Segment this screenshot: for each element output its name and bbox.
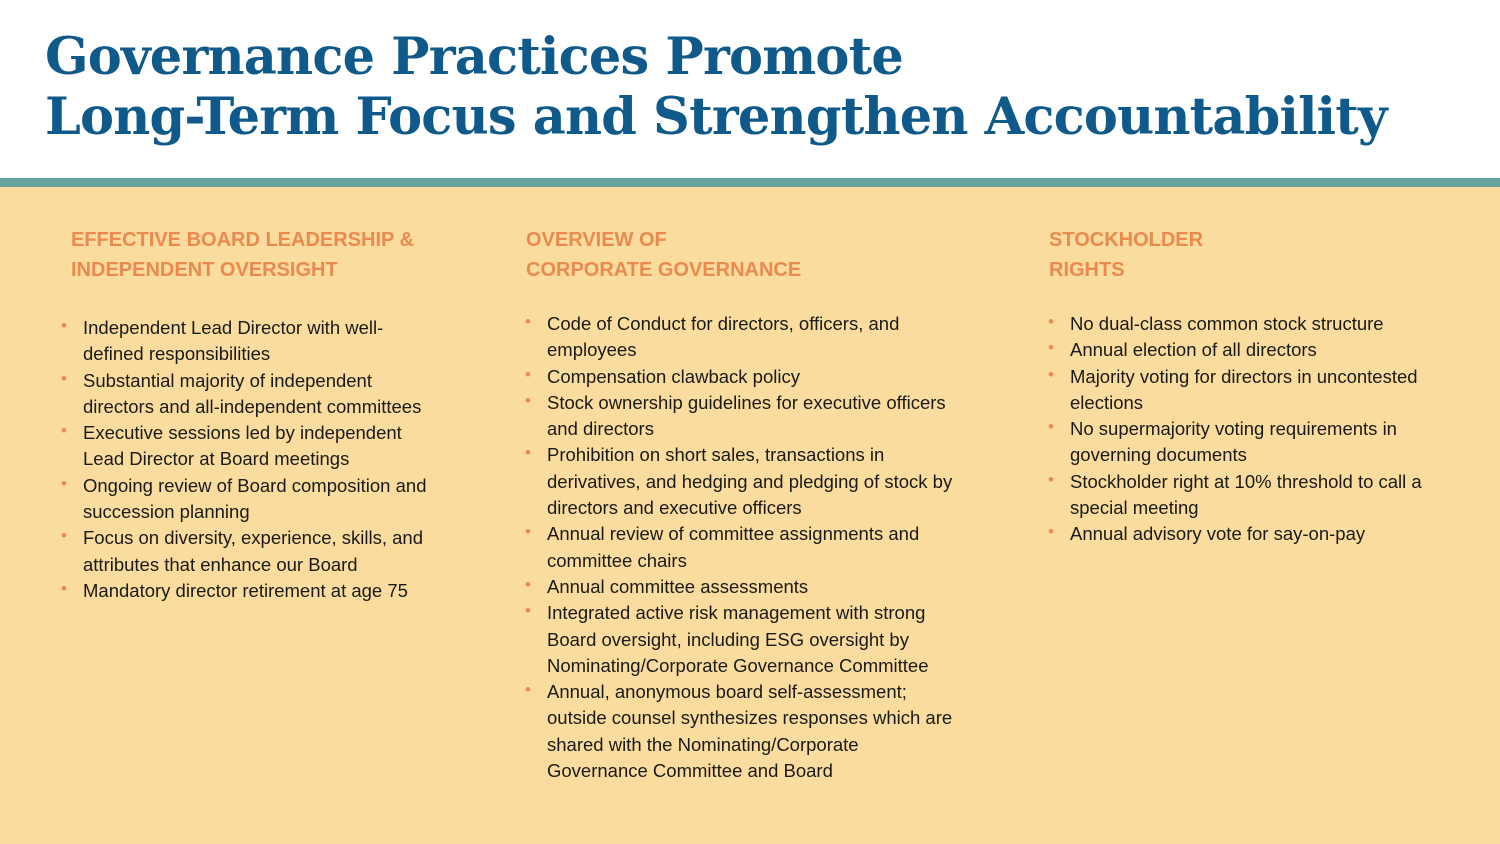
column-heading-line-2: RIGHTS bbox=[1049, 259, 1125, 281]
column-heading-line-1: OVERVIEW OF bbox=[526, 229, 667, 251]
column-heading bbox=[526, 225, 801, 285]
list-item: • Annual, anonymous board self-assessment; outside counsel synthesizes responses which are shared with the Nominating/Corporate Governance Committee and Board bbox=[524, 679, 964, 784]
list-item: • Annual committee assessments bbox=[524, 574, 964, 600]
list-item: • Annual election of all directors bbox=[1047, 337, 1427, 363]
list-item: • Majority voting for directors in uncontested elections bbox=[1047, 364, 1427, 417]
column-heading bbox=[1049, 225, 1203, 285]
header-divider bbox=[0, 178, 1500, 187]
title-line-1: Governance Practices Promote bbox=[45, 27, 904, 87]
title-line-2: Long-Term Focus and Strengthen Accountability bbox=[45, 87, 1387, 147]
column-heading-line-2: INDEPENDENT OVERSIGHT bbox=[71, 259, 338, 281]
list-item: • Focus on diversity, experience, skills, and attributes that enhance our Board bbox=[60, 525, 440, 578]
list-item: • Annual advisory vote for say-on-pay bbox=[1047, 521, 1427, 547]
content-panel bbox=[0, 187, 1500, 844]
slide-header bbox=[0, 0, 1500, 178]
slide-title bbox=[45, 27, 1387, 147]
list-item: • Stock ownership guidelines for executive officers and directors bbox=[524, 390, 964, 443]
list-item: • Mandatory director retirement at age 75 bbox=[60, 578, 440, 604]
list-item: • Ongoing review of Board composition and succession planning bbox=[60, 473, 440, 526]
list-item: • Stockholder right at 10% threshold to call a special meeting bbox=[1047, 469, 1427, 522]
list-item: • Substantial majority of independent directors and all-independent committees bbox=[60, 368, 440, 421]
column-heading-line-1: STOCKHOLDER bbox=[1049, 229, 1204, 251]
column-heading-line-1: EFFECTIVE BOARD LEADERSHIP & bbox=[71, 229, 414, 251]
bullet-list bbox=[1047, 311, 1427, 548]
list-item: • Prohibition on short sales, transactions in derivatives, and hedging and pledging of stock by directors and executive officers bbox=[524, 442, 964, 521]
list-item: • Independent Lead Director with well-defined responsibilities bbox=[60, 315, 440, 368]
list-item: • No supermajority voting requirements in governing documents bbox=[1047, 416, 1427, 469]
list-item: • Compensation clawback policy bbox=[524, 364, 964, 390]
column-heading-line-2: CORPORATE GOVERNANCE bbox=[526, 259, 802, 281]
bullet-list bbox=[524, 311, 964, 784]
bullet-list bbox=[60, 315, 440, 604]
list-item: • Annual review of committee assignments and committee chairs bbox=[524, 521, 964, 574]
list-item: • Integrated active risk management with strong Board oversight, including ESG oversight by Nominating/Corporate Governance Committee bbox=[524, 600, 964, 679]
list-item: • Executive sessions led by independent Lead Director at Board meetings bbox=[60, 420, 440, 473]
list-item: • No dual-class common stock structure bbox=[1047, 311, 1427, 337]
list-item: • Code of Conduct for directors, officers, and employees bbox=[524, 311, 964, 364]
column-heading bbox=[71, 225, 414, 285]
